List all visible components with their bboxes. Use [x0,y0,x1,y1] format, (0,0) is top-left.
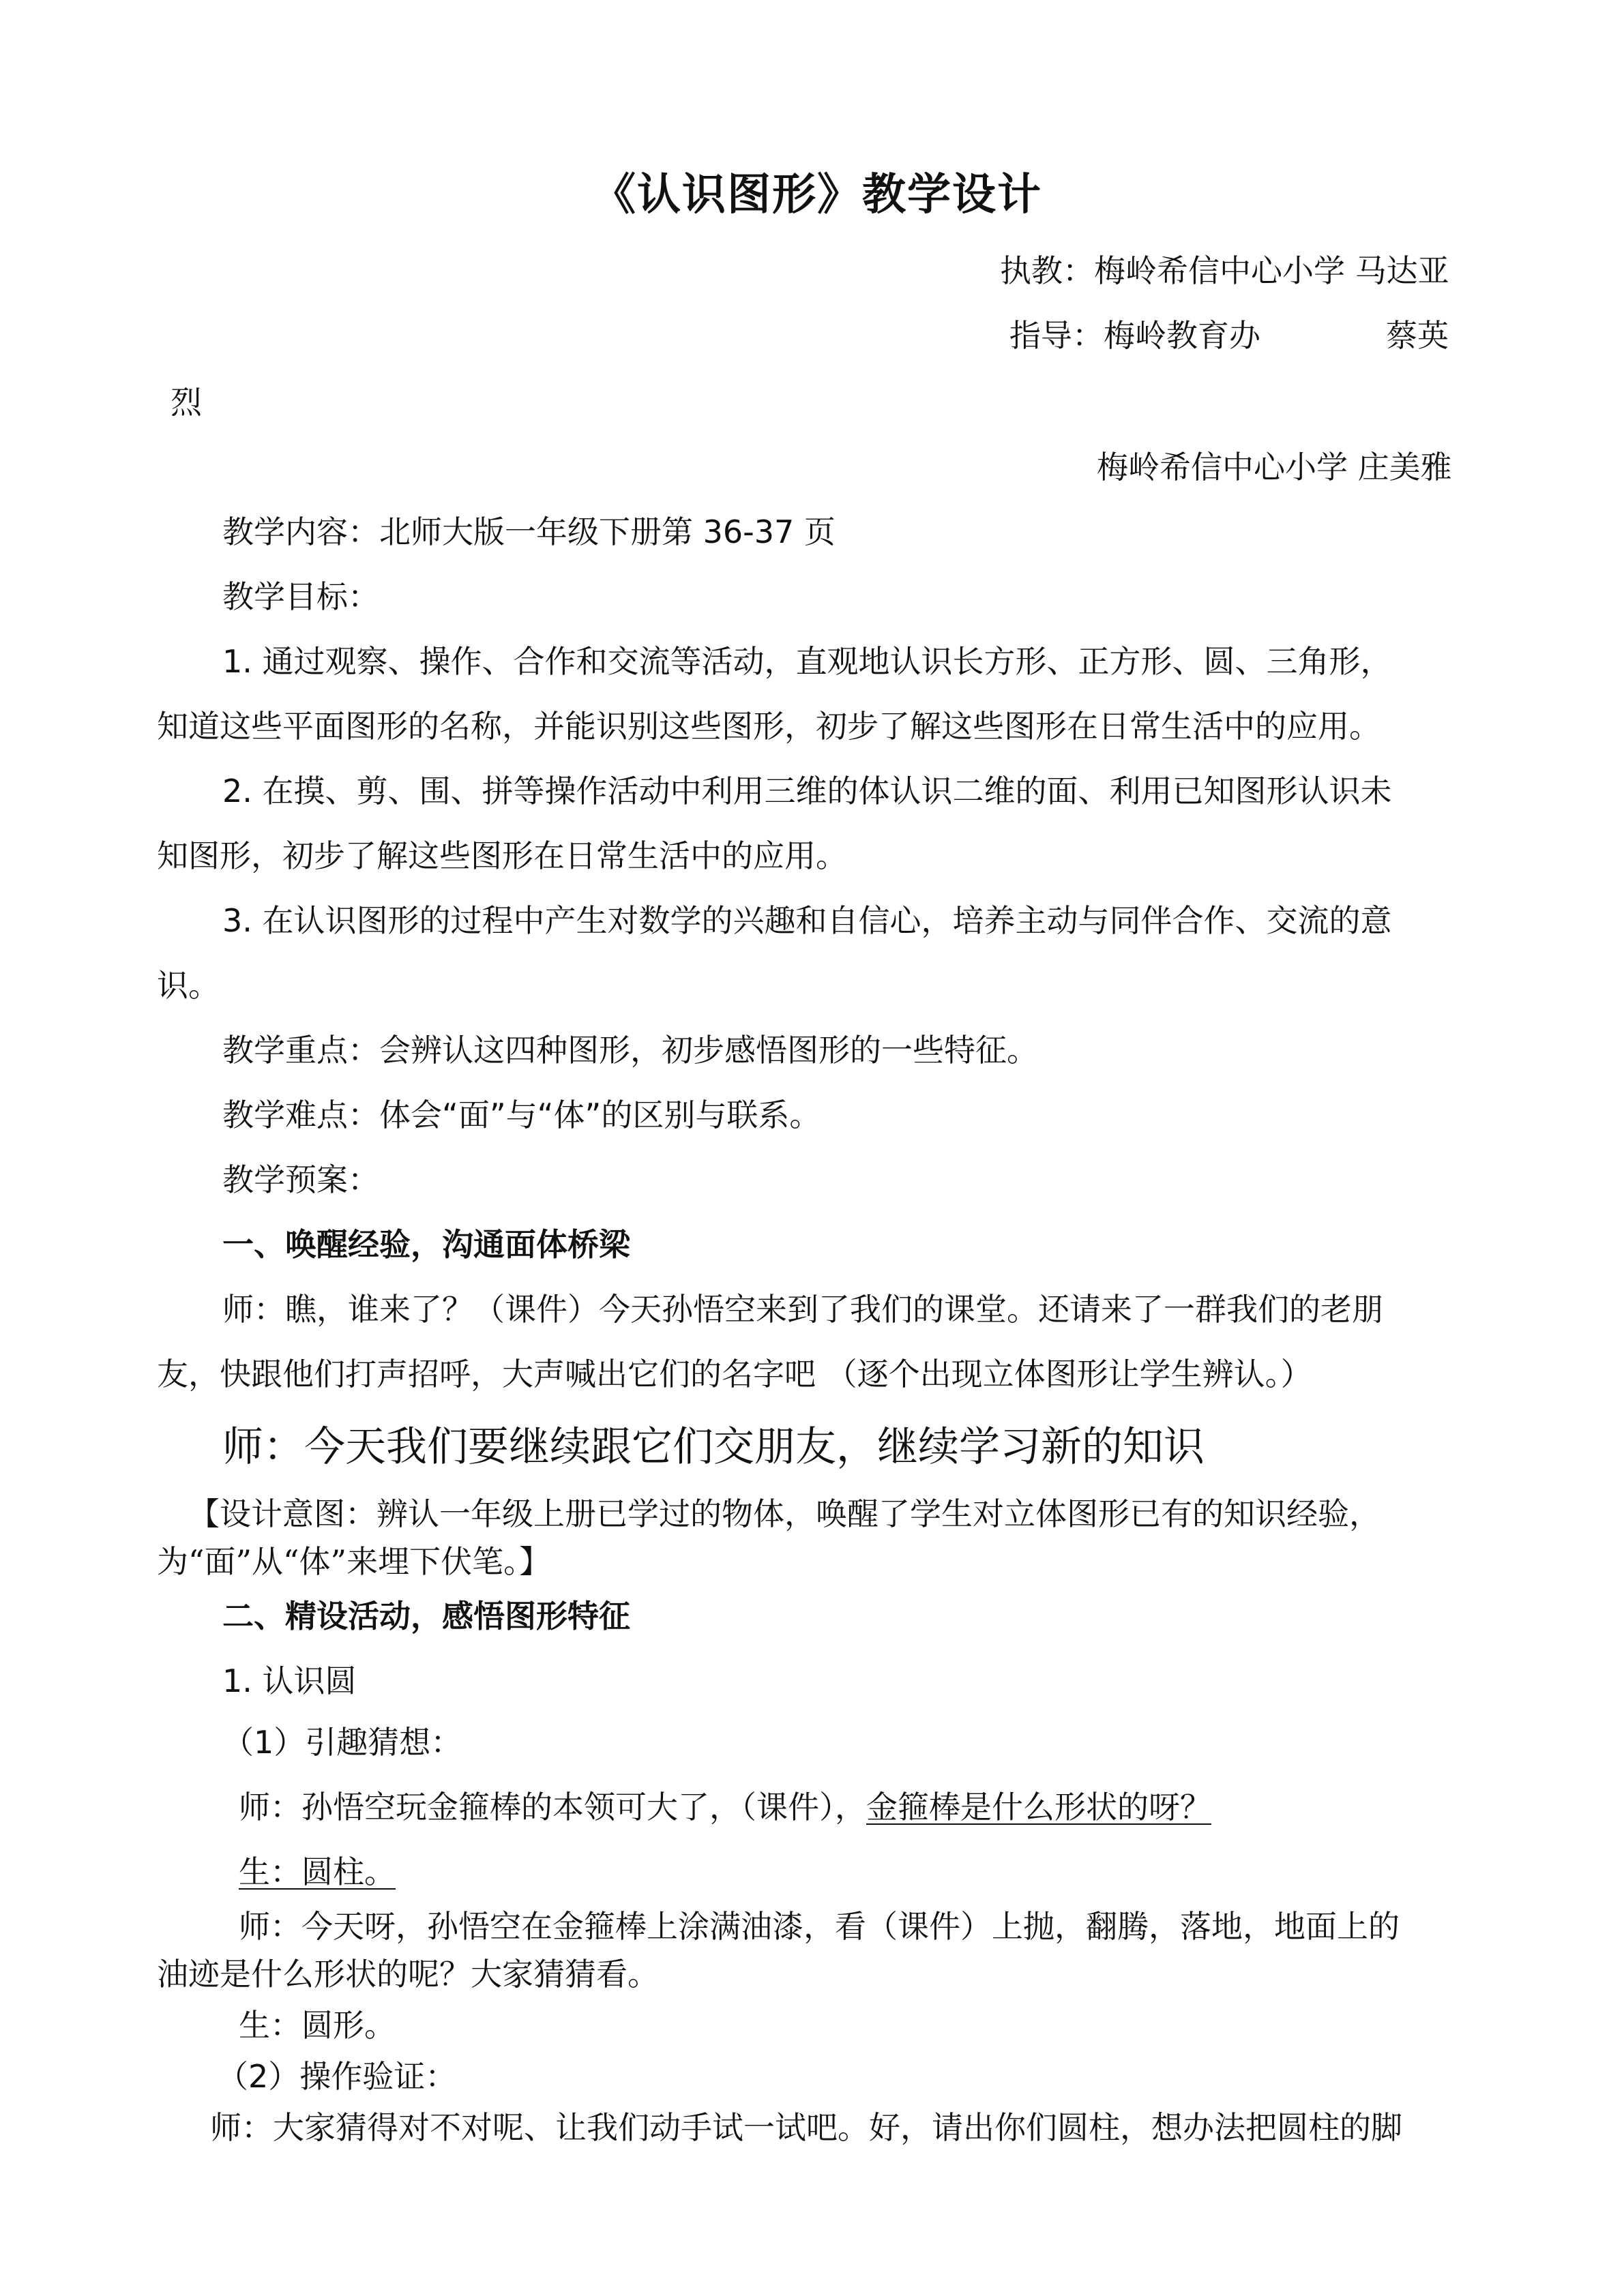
goal-1-line-2: 知道这些平面图形的名称，并能识别这些图形，初步了解这些图形在日常生活中的应用。 [157,708,1381,745]
section-1-para-2: 师：今天我们要继续跟它们交朋友，继续学习新的知识 [222,1423,1205,1471]
goal-3-line-2: 识。 [157,967,220,1004]
section-1-heading: 一、唤醒经验，沟通面体桥梁 [222,1226,630,1263]
key-point: 教学重点：会辨认这四种图形，初步感悟图形的一些特征。 [222,1032,1038,1069]
goal-2-line-2: 知图形，初步了解这些图形在日常生活中的应用。 [157,837,847,874]
sub-heading-1: （1）引趣猜想： [222,1724,462,1761]
difficulty: 教学难点：体会“面”与“体”的区别与联系。 [222,1097,821,1133]
student-answer-2: 生：圆形。 [239,2007,396,2044]
teacher-line-1 [239,1789,1211,1826]
teacher-line-1-underlined: 金箍棒是什么形状的呀？ [866,1789,1211,1825]
goal-2-line-1: 2. 在摸、剪、围、拼等操作活动中利用三维的体认识二维的面、利用已知图形认识未 [222,773,1392,809]
plan-heading: 教学预案： [222,1161,379,1198]
guide-name-wrap: 烈 [171,384,202,421]
goal-1-line-1: 1. 通过观察、操作、合作和交流等活动，直观地认识长方形、正方形、圆、三角形， [222,643,1392,680]
section-1-para-1-line-1: 师：瞧，谁来了？（课件）今天孙悟空来到了我们的课堂。还请来了一群我们的老朋 [222,1291,1383,1328]
sub-heading-2: （2）操作验证： [217,2058,457,2095]
student-answer-1: 生：圆柱。 [239,1853,396,1890]
guide-line: 指导：梅岭教育办 [1009,317,1260,354]
document-title: 《认识图形》教学设计 [592,170,1042,220]
teaching-content: 教学内容：北师大版一年级下册第 36-37 页 [222,513,836,550]
design-intent-line-1: 【设计意图：辨认一年级上册已学过的物体，唤醒了学生对立体图形已有的知识经验， [188,1495,1381,1532]
guide-name: 蔡英 [1386,317,1449,354]
design-intent-line-2: 为“面”从“体”来埋下伏笔。】 [157,1543,551,1580]
section-1-para-1-line-2: 友，快跟他们打声招呼，大声喊出它们的名字吧 （逐个出现立体图形让学生辨认。） [157,1356,1312,1392]
item-1-heading: 1. 认识圆 [222,1663,357,1699]
teacher-line-1-text: 师：孙悟空玩金箍棒的本领可大了，（课件）， [239,1789,866,1825]
goal-3-line-1: 3. 在认识图形的过程中产生对数学的兴趣和自信心，培养主动与同伴合作、交流的意 [222,902,1392,939]
goals-heading: 教学目标： [222,578,379,615]
teacher-line-2-row-1: 师：今天呀，孙悟空在金箍棒上涂满油漆，看（课件）上抛，翻腾，落地，地面上的 [239,1908,1400,1945]
second-guide-line: 梅岭希信中心小学 庄美雅 [1097,449,1452,486]
section-2-heading: 二、精设活动，感悟图形特征 [222,1598,630,1635]
teacher-line-3: 师：大家猜得对不对呢、让我们动手试一试吧。好，请出你们圆柱，想办法把圆柱的脚 [210,2109,1402,2146]
teacher-line-2-row-2: 油迹是什么形状的呢？大家猜猜看。 [157,1956,659,1993]
author-line: 执教：梅岭希信中心小学 马达亚 [1000,252,1449,289]
